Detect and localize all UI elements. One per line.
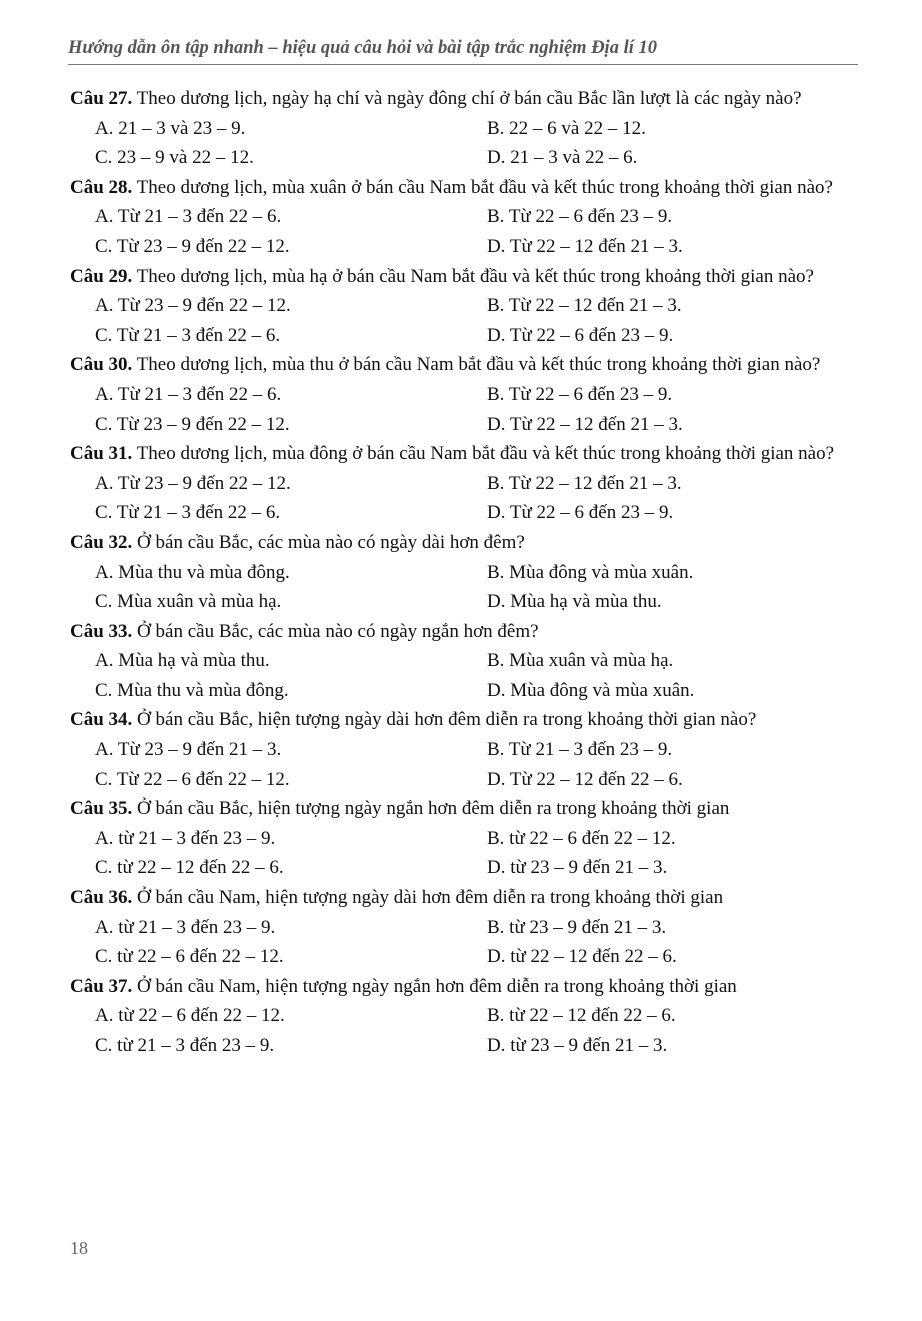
answer-options — [70, 735, 856, 794]
question-number: Câu 35. — [70, 798, 133, 820]
answer-options — [70, 913, 856, 972]
option-b: B. từ 22 – 6 đến 22 – 12. — [487, 827, 676, 849]
option-d: D. Từ 22 – 6 đến 23 – 9. — [487, 502, 674, 524]
question-number: Câu 33. — [70, 620, 133, 642]
option-b: B. Từ 22 – 12 đến 21 – 3. — [487, 295, 682, 317]
option-d: D. Từ 22 – 12 đến 21 – 3. — [487, 413, 683, 435]
question-stem — [70, 883, 856, 913]
option-b: B. Từ 22 – 6 đến 23 – 9. — [487, 206, 673, 228]
question-number: Câu 31. — [70, 443, 133, 465]
question-text: Theo dương lịch, mùa hạ ở bán cầu Nam bắt đầu và kết thúc trong khoảng thời gian nào? — [132, 265, 814, 287]
question-number: Câu 27. — [70, 88, 133, 109]
option-a: A. Mùa thu và mùa đông. — [95, 561, 290, 583]
question-stem — [70, 617, 856, 647]
question-stem — [70, 794, 856, 824]
option-c: C. Mùa thu và mùa đông. — [95, 679, 289, 701]
question-text: Theo dương lịch, mùa xuân ở bán cầu Nam bắt đầu và kết thúc trong khoảng thời gian nào? — [132, 176, 833, 198]
question-text: Ở bán cầu Bắc, hiện tượng ngày dài hơn đêm diễn ra trong khoảng thời gian nào? — [132, 709, 757, 731]
page-number: 18 — [70, 1238, 88, 1258]
question-37 — [70, 972, 856, 1061]
option-d: D. Từ 22 – 6 đến 23 – 9. — [487, 324, 674, 346]
option-d: D. Từ 22 – 12 đến 22 – 6. — [487, 768, 683, 790]
option-c: C. Từ 23 – 9 đến 22 – 12. — [95, 235, 290, 257]
option-a: A. Từ 21 – 3 đến 22 – 6. — [95, 206, 282, 228]
option-b: B. Mùa đông và mùa xuân. — [487, 561, 694, 583]
option-c: C. Từ 21 – 3 đến 22 – 6. — [95, 502, 281, 524]
option-b: B. Từ 21 – 3 đến 23 – 9. — [487, 739, 673, 761]
question-29 — [70, 262, 856, 351]
question-35 — [70, 794, 856, 883]
answer-options — [70, 469, 856, 528]
question-number: Câu 28. — [70, 176, 133, 198]
question-number: Câu 37. — [70, 975, 133, 997]
question-number: Câu 29. — [70, 265, 133, 287]
option-d: D. từ 22 – 12 đến 22 – 6. — [487, 946, 677, 968]
option-c: C. Từ 23 – 9 đến 22 – 12. — [95, 413, 290, 435]
option-a: A. từ 22 – 6 đến 22 – 12. — [95, 1005, 285, 1027]
question-number: Câu 34. — [70, 709, 133, 731]
question-list — [70, 84, 856, 1061]
question-34 — [70, 705, 856, 794]
question-text: Ở bán cầu Nam, hiện tượng ngày dài hơn đêm diễn ra trong khoảng thời gian — [132, 887, 724, 909]
option-b: B. 22 – 6 và 22 – 12. — [487, 117, 646, 139]
option-c: C. từ 21 – 3 đến 23 – 9. — [95, 1035, 275, 1056]
question-text: Ở bán cầu Bắc, các mùa nào có ngày dài hơn đêm? — [132, 531, 525, 553]
question-number: Câu 36. — [70, 887, 133, 909]
question-36 — [70, 883, 856, 972]
option-b: B. từ 22 – 12 đến 22 – 6. — [487, 1005, 676, 1027]
option-a: A. Từ 23 – 9 đến 22 – 12. — [95, 295, 291, 317]
option-b: B. Từ 22 – 12 đến 21 – 3. — [487, 472, 682, 494]
answer-options — [70, 202, 856, 261]
question-stem — [70, 972, 856, 1002]
option-a: A. Từ 21 – 3 đến 22 – 6. — [95, 383, 282, 405]
answer-options — [70, 824, 856, 883]
answer-options — [70, 291, 856, 350]
question-text: Ở bán cầu Bắc, hiện tượng ngày ngắn hơn đêm diễn ra trong khoảng thời gian — [132, 798, 730, 820]
question-33 — [70, 617, 856, 706]
question-text: Theo dương lịch, ngày hạ chí và ngày đông chí ở bán cầu Bắc lần lượt là các ngày nào? — [132, 88, 802, 109]
question-30 — [70, 350, 856, 439]
running-header: Hướng dẫn ôn tập nhanh – hiệu quả câu hỏi và bài tập trắc nghiệm Địa lí 10 — [68, 38, 657, 58]
question-text: Ở bán cầu Bắc, các mùa nào có ngày ngắn hơn đêm? — [132, 620, 539, 642]
question-stem — [70, 262, 856, 292]
question-stem — [70, 350, 856, 380]
question-stem — [70, 439, 856, 469]
question-stem — [70, 705, 856, 735]
answer-options — [70, 114, 856, 173]
question-stem — [70, 173, 856, 203]
option-a: A. Từ 23 – 9 đến 21 – 3. — [95, 739, 282, 761]
answer-options — [70, 1001, 856, 1060]
option-c: C. từ 22 – 6 đến 22 – 12. — [95, 946, 284, 968]
question-number: Câu 32. — [70, 531, 133, 553]
question-31 — [70, 439, 856, 528]
option-a: A. 21 – 3 và 23 – 9. — [95, 117, 246, 139]
header-rule — [68, 64, 858, 65]
question-text: Theo dương lịch, mùa đông ở bán cầu Nam bắt đầu và kết thúc trong khoảng thời gian nào? — [132, 443, 835, 465]
answer-options — [70, 558, 856, 617]
option-b: B. Mùa xuân và mùa hạ. — [487, 650, 674, 672]
question-text: Theo dương lịch, mùa thu ở bán cầu Nam bắt đầu và kết thúc trong khoảng thời gian nào? — [132, 354, 821, 376]
answer-options — [70, 646, 856, 705]
option-a: A. Từ 23 – 9 đến 22 – 12. — [95, 472, 291, 494]
option-c: C. Từ 22 – 6 đến 22 – 12. — [95, 768, 290, 790]
option-d: D. từ 23 – 9 đến 21 – 3. — [487, 857, 668, 879]
option-d: D. Từ 22 – 12 đến 21 – 3. — [487, 235, 683, 257]
option-b: B. Từ 22 – 6 đến 23 – 9. — [487, 383, 673, 405]
option-c: C. Từ 21 – 3 đến 22 – 6. — [95, 324, 281, 346]
question-27 — [70, 84, 856, 173]
question-28 — [70, 173, 856, 262]
option-c: C. Mùa xuân và mùa hạ. — [95, 591, 282, 613]
option-a: A. từ 21 – 3 đến 23 – 9. — [95, 827, 276, 849]
option-a: A. Mùa hạ và mùa thu. — [95, 650, 270, 672]
option-c: C. từ 22 – 12 đến 22 – 6. — [95, 857, 284, 879]
question-text: Ở bán cầu Nam, hiện tượng ngày ngắn hơn đêm diễn ra trong khoảng thời gian — [132, 975, 737, 997]
option-d: D. Mùa đông và mùa xuân. — [487, 679, 695, 701]
question-stem — [70, 84, 856, 114]
question-32 — [70, 528, 856, 617]
option-c: C. 23 – 9 và 22 – 12. — [95, 147, 254, 169]
option-b: B. từ 23 – 9 đến 21 – 3. — [487, 916, 667, 938]
option-a: A. từ 21 – 3 đến 23 – 9. — [95, 916, 276, 938]
question-number: Câu 30. — [70, 354, 133, 376]
question-stem — [70, 528, 856, 558]
option-d: D. từ 23 – 9 đến 21 – 3. — [487, 1035, 668, 1056]
option-d: D. Mùa hạ và mùa thu. — [487, 591, 662, 613]
option-d: D. 21 – 3 và 22 – 6. — [487, 147, 638, 169]
answer-options — [70, 380, 856, 439]
